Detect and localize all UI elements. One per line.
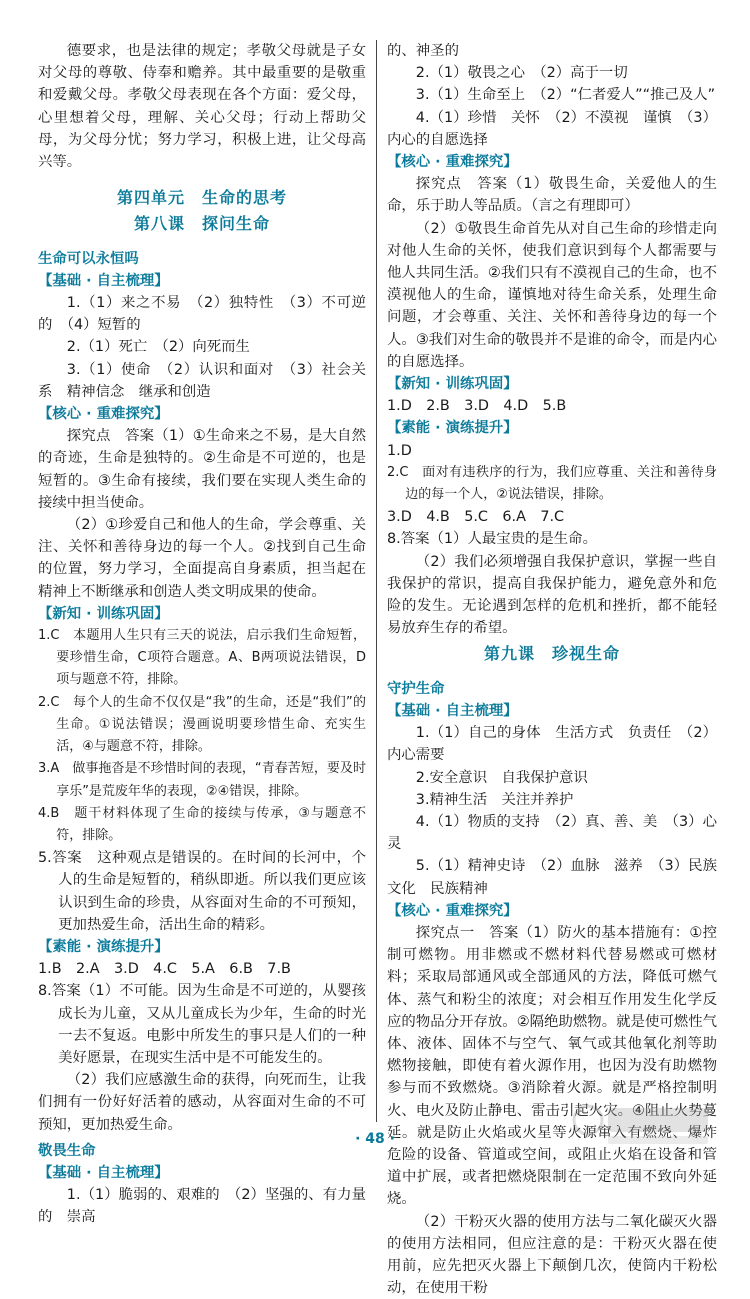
sect-line: 【核心 · 重难探究】: [387, 902, 518, 919]
hang-line: 2.C 每个人的生命不仅仅是“我”的生命，还是“我们”的生命。①说法错误；漫画说明要珍惜生命、充实生活，④与题意不符，排除。: [38, 694, 366, 755]
ind-line: 探究点 答案（1）敬畏生命，关爱他人的生命，乐于助人等品质。（言之有理即可）: [387, 176, 717, 215]
sect-line: 【核心 · 重难探究】: [38, 406, 169, 423]
ind-line: （2）①敬畏生命首先从对自己生命的珍惜走向对他人生命的关怀，使我们意识到每个人都需要与他人共同生活。②我们只有不漠视自己的生命，也不漠视他人的生命，谨慎地对待生命关系，处理生命问题，才会尊重、关注、关怀和善待身边的每一个人。③我们对生命的敬畏并不是谁的命令，而是内心的自愿选择。: [387, 220, 717, 370]
sect-line: 【基础 · 自主梳理】: [38, 272, 169, 289]
ind-line: 1.（1）脆弱的、艰难的 （2）坚强的、有力量的 崇高: [38, 1187, 366, 1226]
ind-line: 3.精神生活 关注并养护: [415, 791, 574, 808]
topic-line: 生命可以永恒吗: [38, 250, 139, 267]
ind-line: 3.（1）生命至上 （2）“仁者爱人”“推己及人”: [415, 87, 716, 104]
ind-line: （2）我们必须增强自我保护意识，掌握一些自我保护的常识，提高自我保护能力，避免意外和危险的发生。无论遇到怎样的危机和挫折，都不能轻易放弃生存的希望。: [387, 553, 717, 637]
ind-line: 4.（1）物质的支持 （2）真、善、美 （3）心灵: [387, 813, 717, 853]
ind-line: 2.安全意识 自我保护意识: [415, 769, 588, 786]
sect-line: 【基础 · 自主梳理】: [38, 1164, 169, 1181]
page-number: · 48 ·: [355, 1131, 395, 1147]
sect-line: 【新知 · 训练巩固】: [387, 376, 518, 393]
ind-line: 4.（1）珍惜 关怀 （2）不漠视 谨慎 （3）内心的自愿选择: [387, 109, 717, 148]
ind-line: 2.（1）敬畏之心 （2）高于一切: [415, 65, 628, 82]
lesson-line: 第九课 珍视生命: [483, 644, 620, 664]
ind-line: 3.（1）使命 （2）认识和面对 （3）社会关系 精神信念 继承和创造: [38, 361, 366, 400]
ind-line: 探究点一 答案（1）防火的基本措施有：①控制可燃物。用非燃或不燃材料代替易燃或可燃材料；采取局部通风或全部通风的方法，降低可燃气体、蒸气和粉尘的浓度；对会相互作用发生化学反应的物品分开存放。②隔绝助燃物。就是使可燃性气体、液体、固体不与空气、氧气或其他氧化剂等助燃物接触，即使有着火源作用，也因为没有助燃物参与而不致燃烧。③消除着火源。就是严格控制明火、电火及防止静电、雷击引起火灾。④阻止火势蔓延。就是防止火焰或火星等火源窜入有燃烧、爆炸危险的设备、管道或空间，或阻止火焰在设备和管道中扩展，或者把燃烧限制在一定范围不致向外延烧。: [387, 924, 717, 1208]
para-line: 3.D 4.B 5.C 6.A 7.C: [387, 509, 565, 526]
para-line: 的、神圣的: [387, 43, 459, 59]
left-column: [38, 40, 366, 1229]
ind-line: 2.（1）死亡 （2）向死而生: [66, 339, 250, 356]
hang-line: 2.C 面对有违秩序的行为，我们应尊重、关注和善待身边的每一个人，②说法错误，排除。: [387, 464, 717, 503]
topic-line: 敬畏生命: [38, 1142, 96, 1159]
ind-line: 1.（1）来之不易 （2）独特性 （3）不可逆的 （4）短暂的: [38, 295, 366, 334]
sect-line: 【素能 · 演练提升】: [387, 420, 518, 437]
unit-line: 第四单元 生命的思考: [116, 188, 287, 208]
hang-line: 8.答案（1）人最宝贵的是生命。: [387, 531, 597, 548]
sect-line: 【基础 · 自主梳理】: [387, 702, 518, 719]
lesson-line: 第八课 探问生命: [133, 214, 270, 234]
ind-line: 5.（1）精神史诗 （2）血脉 滋养 （3）民族文化 民族精神: [387, 858, 717, 897]
hang-line: 5.答案 这种观点是错误的。在时间的长河中，个人的生命是短暂的，稍纵即逝。所以我们更应该认识到生命的珍贵，从容面对生命的不可预知，更加热爱生命，活出生命的精彩。: [38, 850, 366, 933]
hang-line: 4.B 题干材料体现了生命的接续与传承，③与题意不符，排除。: [38, 805, 366, 843]
para-line: 1.D 2.B 3.D 4.D 5.B: [387, 398, 567, 415]
sect-line: 【新知 · 训练巩固】: [38, 605, 169, 622]
ind-line: （2）干粉灭火器的使用方法与二氧化碳灭火器的使用方法相同，但应注意的是：干粉灭火器在使用前，应先把灭火器上下颠倒几次，使筒内干粉松动，在使用干粉: [387, 1213, 717, 1297]
watermark-logo: [570, 1098, 720, 1148]
para-line: 1.D: [387, 442, 412, 459]
ind-line: 德要求，也是法律的规定；孝敬父母就是子女对父母的尊敬、侍奉和赡养。其中最重要的是敬重和爱戴父母。孝敬父母表现在各个方面：爱父母，心里想着父母，理解、关心父母；行动上帮助父母，为父母分忧；努力学习，积极上进，让父母高兴等。: [38, 43, 366, 171]
sect-line: 【核心 · 重难探究】: [387, 154, 518, 171]
ind-line: 1.（1）自己的身体 生活方式 负责任 （2）内心需要: [387, 725, 717, 764]
hang-line: 3.A 做事拖沓是不珍惜时间的表现，“青春苦短，要及时享乐”是荒废年华的表现，②④错误，排除。: [38, 761, 366, 799]
ind-line: （2）①珍爱自己和他人的生命，学会尊重、关注、关怀和善待身边的每一个人。②找到自己生命的位置，努力学习，全面提高自身素质，担当起在精神上不断继承和创造人类文明成果的使命。: [38, 517, 366, 600]
ind-line: 探究点 答案（1）①生命来之不易，是大自然的奇迹，生命是独特的。②生命是不可逆的，也是短暂的。③生命有接续，我们要在实现人类生命的接续中担当使命。: [38, 428, 366, 511]
hang-line: 8.答案（1）不可能。因为生命是不可逆的，从婴孩成长为儿童，又从儿童成长为少年，生命的时光一去不复返。电影中所发生的事只是人们的一种美好愿景，在现实生活中是不可能发生的。: [38, 983, 366, 1066]
column-divider: [376, 40, 377, 1122]
ind-line: （2）我们应感激生命的获得，向死而生，让我们拥有一份好好活着的感动，从容面对生命的不可预知，更加热爱生命。: [38, 1072, 366, 1133]
sect-line: 【素能 · 演练提升】: [38, 938, 169, 955]
hang-line: 1.C 本题用人生只有三天的说法，启示我们生命短暂，要珍惜生命，C项符合题意。A、B两项说法错误，D项与题意不符，排除。: [38, 628, 366, 688]
topic-line: 守护生命: [387, 680, 445, 697]
para-line: 1.B 2.A 3.D 4.C 5.A 6.B 7.B: [38, 961, 291, 978]
